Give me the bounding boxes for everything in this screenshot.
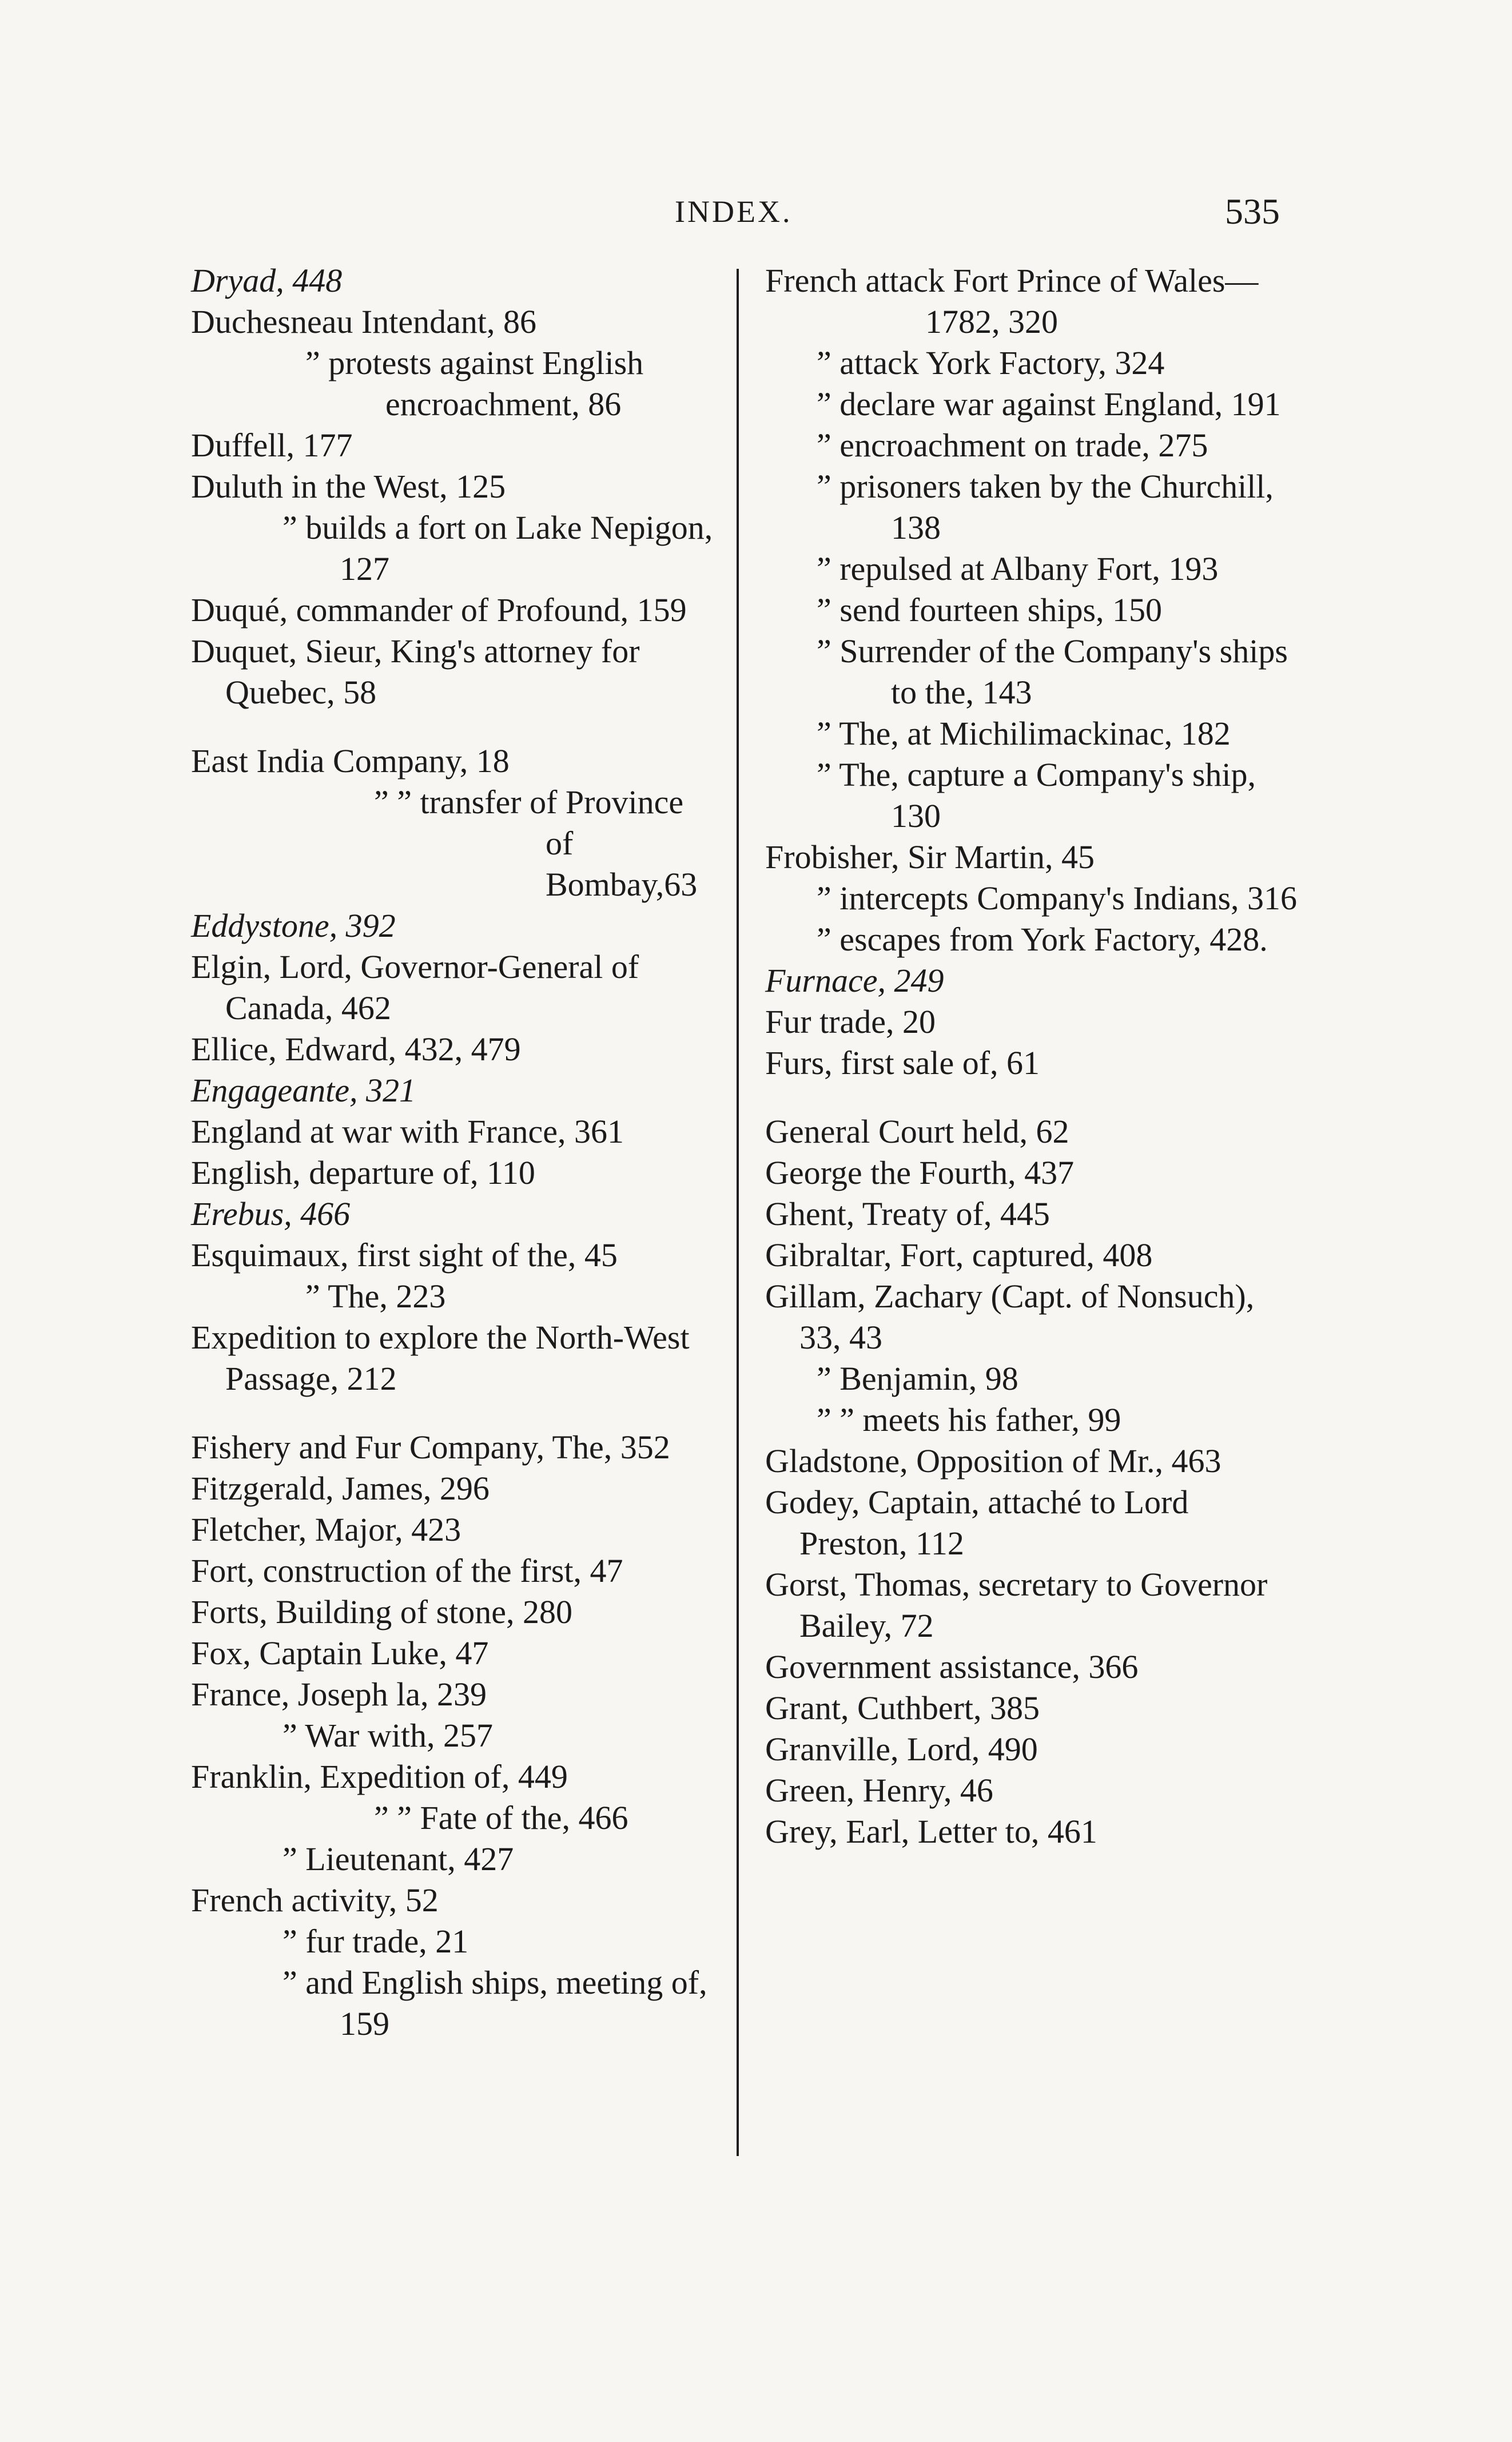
index-entry: Fitzgerald, James, 296 [191,1470,490,1507]
index-subentry: ” encroachment on trade, 275 [817,427,1208,464]
index-entry: Eddystone, 392 [191,907,396,944]
index-subentry: ” Lieutenant, 427 [282,1840,514,1878]
index-entry: Forts, Building of stone, 280 [191,1593,573,1630]
index-column-right [765,260,1300,1852]
index-entry: Ghent, Treaty of, 445 [765,1195,1050,1232]
index-subentry: ” Benjamin, 98 [817,1360,1018,1397]
index-entry: Grant, Cuthbert, 385 [765,1689,1040,1727]
index-entry: Furnace, 249 [765,962,944,999]
index-entry: Erebus, 466 [191,1195,351,1232]
page-number: 535 [1225,191,1280,232]
index-entry: Duffell, 177 [191,427,353,464]
index-entry: Fort, construction of the first, 47 [191,1552,623,1589]
index-entry: General Court held, 62 [765,1113,1069,1150]
index-subentry: ” attack York Factory, 324 [817,344,1165,381]
running-head: INDEX. [675,194,793,229]
index-entry: Duchesneau Intendant, 86 [191,303,536,340]
index-entry: Ellice, Edward, 432, 479 [191,1031,521,1068]
index-entry: Furs, first sale of, 61 [765,1044,1040,1081]
index-entry: Engageante, 321 [191,1072,416,1109]
index-subentry: ” protests against English encroachment, 86 [305,344,644,423]
index-entry: English, departure of, 110 [191,1154,535,1191]
index-entry: Government assistance, 366 [765,1648,1139,1685]
index-entry: Gladstone, Opposition of Mr., 463 [765,1442,1221,1479]
index-entry: Gorst, Thomas, secretary to Governor Bailey, 72 [765,1566,1268,1644]
index-entry: Duqué, commander of Profound, 159 [191,591,687,629]
index-subentry: ” ” meets his father, 99 [817,1401,1121,1438]
index-entry: Godey, Captain, attaché to Lord Preston, 112 [765,1484,1189,1562]
index-entry: East India Company, 18 [191,742,510,779]
index-entry: Franklin, Expedition of, 449 [191,1758,568,1795]
index-entry: Dryad, 448 [191,262,343,299]
index-entry: Frobisher, Sir Martin, 45 [765,838,1095,876]
index-entry: Gillam, Zachary (Capt. of Nonsuch), 33, 43 [765,1278,1255,1356]
index-entry: Gibraltar, Fort, captured, 408 [765,1236,1153,1274]
index-entry: France, Joseph la, 239 [191,1676,487,1713]
index-subentry: ” War with, 257 [282,1717,493,1754]
index-entry: Fur trade, 20 [765,1003,936,1040]
index-entry: Fox, Captain Luke, 47 [191,1634,489,1672]
index-subentry: ” ” transfer of Province of Bombay,63 [374,783,698,903]
index-entry: Green, Henry, 46 [765,1772,993,1809]
page-header [0,183,1512,240]
index-entry: Duquet, Sieur, King's attorney for Quebec, 58 [191,633,640,711]
index-subentry: ” ” Fate of the, 466 [374,1799,628,1836]
index-entry: George the Fourth, 437 [765,1154,1075,1191]
index-subentry: ” and English ships, meeting of, 159 [282,1964,707,2042]
index-entry: England at war with France, 361 [191,1113,624,1150]
index-subentry: ” The, 223 [305,1278,446,1315]
index-entry: French activity, 52 [191,1882,439,1919]
index-entry: Elgin, Lord, Governor-General of Canada, 462 [191,948,639,1027]
index-subentry: ” send fourteen ships, 150 [817,591,1163,629]
index-entry: Granville, Lord, 490 [765,1731,1038,1768]
index-subentry: ” escapes from York Factory, 428. [817,921,1268,958]
index-entry: Fletcher, Major, 423 [191,1511,461,1548]
index-entry: French attack Fort Prince of Wales—1782, 320 [765,262,1259,340]
index-subentry: ” builds a fort on Lake Nepigon, 127 [282,509,713,587]
index-entry: Grey, Earl, Letter to, 461 [765,1813,1097,1850]
column-divider [737,269,739,2156]
index-subentry: ” The, at Michilimackinac, 182 [817,715,1231,752]
index-entry: Duluth in the West, 125 [191,468,506,505]
index-subentry: ” intercepts Company's Indians, 316 [817,880,1298,917]
index-subentry: ” Surrender of the Company's ships to the, 143 [817,633,1288,711]
index-subentry: ” fur trade, 21 [282,1923,469,1960]
index-subentry: ” declare war against England, 191 [817,385,1281,423]
index-subentry: ” prisoners taken by the Churchill, 138 [817,468,1274,546]
index-subentry: ” The, capture a Company's ship, 130 [817,756,1256,834]
index-subentry: ” repulsed at Albany Fort, 193 [817,550,1219,587]
index-entry: Expedition to explore the North-West Passage, 212 [191,1319,690,1397]
index-column-left [191,260,717,2045]
index-entry: Fishery and Fur Company, The, 352 [191,1429,670,1466]
index-entry: Esquimaux, first sight of the, 45 [191,1236,618,1274]
